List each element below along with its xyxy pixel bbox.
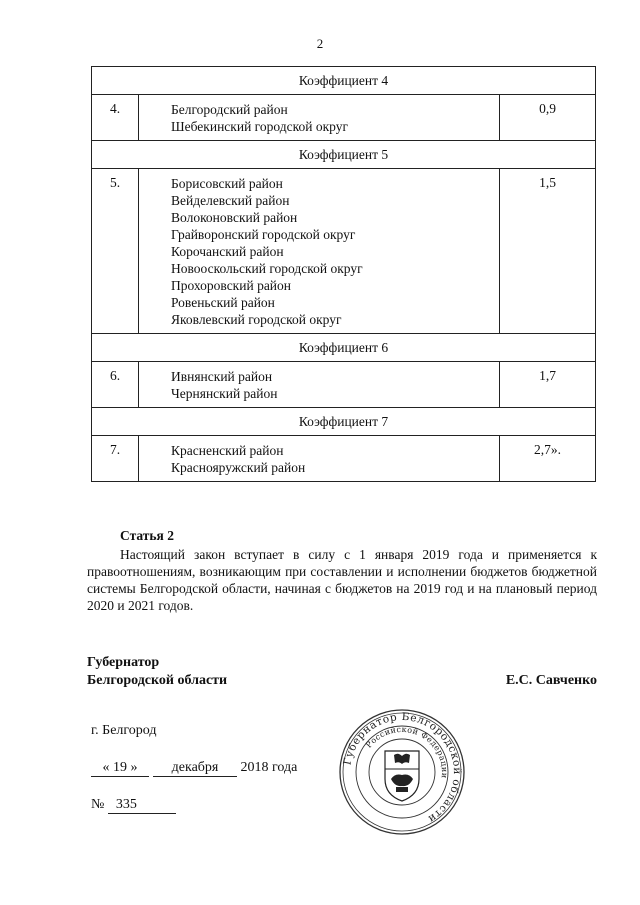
municipality-name: Вейделевский район: [171, 193, 290, 208]
municipality-name: Прохоровский район: [171, 278, 292, 293]
municipality-name: Ивнянский район: [171, 369, 273, 384]
municipality-list: [139, 362, 500, 408]
municipality-list: [139, 169, 500, 334]
date-open-quote: «: [102, 760, 110, 775]
page-number: 2: [316, 36, 324, 51]
date-day-field: [91, 760, 149, 777]
number-value: 335: [108, 797, 176, 814]
governor-title: [87, 654, 227, 690]
coefficient-header: Коэффициент 6: [92, 334, 596, 362]
coefficient-value: 2,7».: [500, 436, 596, 482]
date-month: декабря: [153, 760, 237, 777]
municipality-name: Краснояружский район: [171, 460, 306, 475]
table-row: [92, 95, 596, 141]
row-number: 4.: [92, 95, 139, 141]
municipality-name: Ровеньский район: [171, 295, 275, 310]
place-of-signing: г. Белгород: [91, 723, 157, 738]
table-row: [92, 436, 596, 482]
municipality-name: Чернянский район: [171, 386, 278, 401]
municipality-name: Борисовский район: [171, 176, 283, 191]
article-title: Статья 2: [120, 528, 174, 543]
article-body: Настоящий закон вступает в силу с 1 января 2019 года и применяется к правоотношениям, возникающим при составлении и исполнении бюджетов бюджетной системы Белгородской области, начиная с бюджетов на 2019 год и на плановый период 2020 и 2021 годов.: [87, 547, 597, 613]
coefficient-value: 1,5: [500, 169, 596, 334]
number-sign: №: [91, 797, 105, 812]
governor-title-line1: Губернатор: [87, 655, 160, 670]
coefficient-header-row: [92, 408, 596, 436]
coefficient-header: Коэффициент 4: [92, 67, 596, 95]
table-row: [92, 362, 596, 408]
municipality-name: Красненский район: [171, 443, 284, 458]
municipality-name: Шебекинский городской округ: [171, 119, 348, 134]
municipality-name: Волоконовский район: [171, 210, 298, 225]
municipality-name: Белгородский район: [171, 102, 288, 117]
date-close-quote: »: [130, 760, 138, 775]
row-number: 5.: [92, 169, 139, 334]
coefficients-table: [91, 66, 596, 482]
municipality-name: Новооскольский городской округ: [171, 261, 363, 276]
coefficient-value: 1,7: [500, 362, 596, 408]
municipality-name: Яковлевский городской округ: [171, 312, 342, 327]
coefficient-header-row: [92, 67, 596, 95]
municipality-list: [139, 436, 500, 482]
table-row: [92, 169, 596, 334]
coefficient-header: Коэффициент 5: [92, 141, 596, 169]
coefficient-header: Коэффициент 7: [92, 408, 596, 436]
municipality-name: Грайворонский городской округ: [171, 227, 356, 242]
signing-date: [91, 760, 297, 777]
row-number: 7.: [92, 436, 139, 482]
municipality-name: Корочанский район: [171, 244, 284, 259]
coefficient-value: 0,9: [500, 95, 596, 141]
coat-of-arms-icon: [385, 751, 419, 801]
document-number: [91, 797, 176, 814]
governor-seal-stamp: [337, 707, 467, 837]
coefficient-header-row: [92, 141, 596, 169]
seal-outer-text: Губернатор Белгородской области: [341, 710, 464, 826]
coefficient-header-row: [92, 334, 596, 362]
municipality-list: [139, 95, 500, 141]
date-day: 19: [113, 760, 127, 775]
governor-title-line2: Белгородской области: [87, 673, 228, 688]
row-number: 6.: [92, 362, 139, 408]
governor-name: Е.С. Савченко: [505, 673, 597, 688]
seal-inner-text: Российской Федерации: [364, 724, 450, 780]
article-section: [87, 527, 597, 614]
date-year: 2018 года: [240, 760, 298, 775]
